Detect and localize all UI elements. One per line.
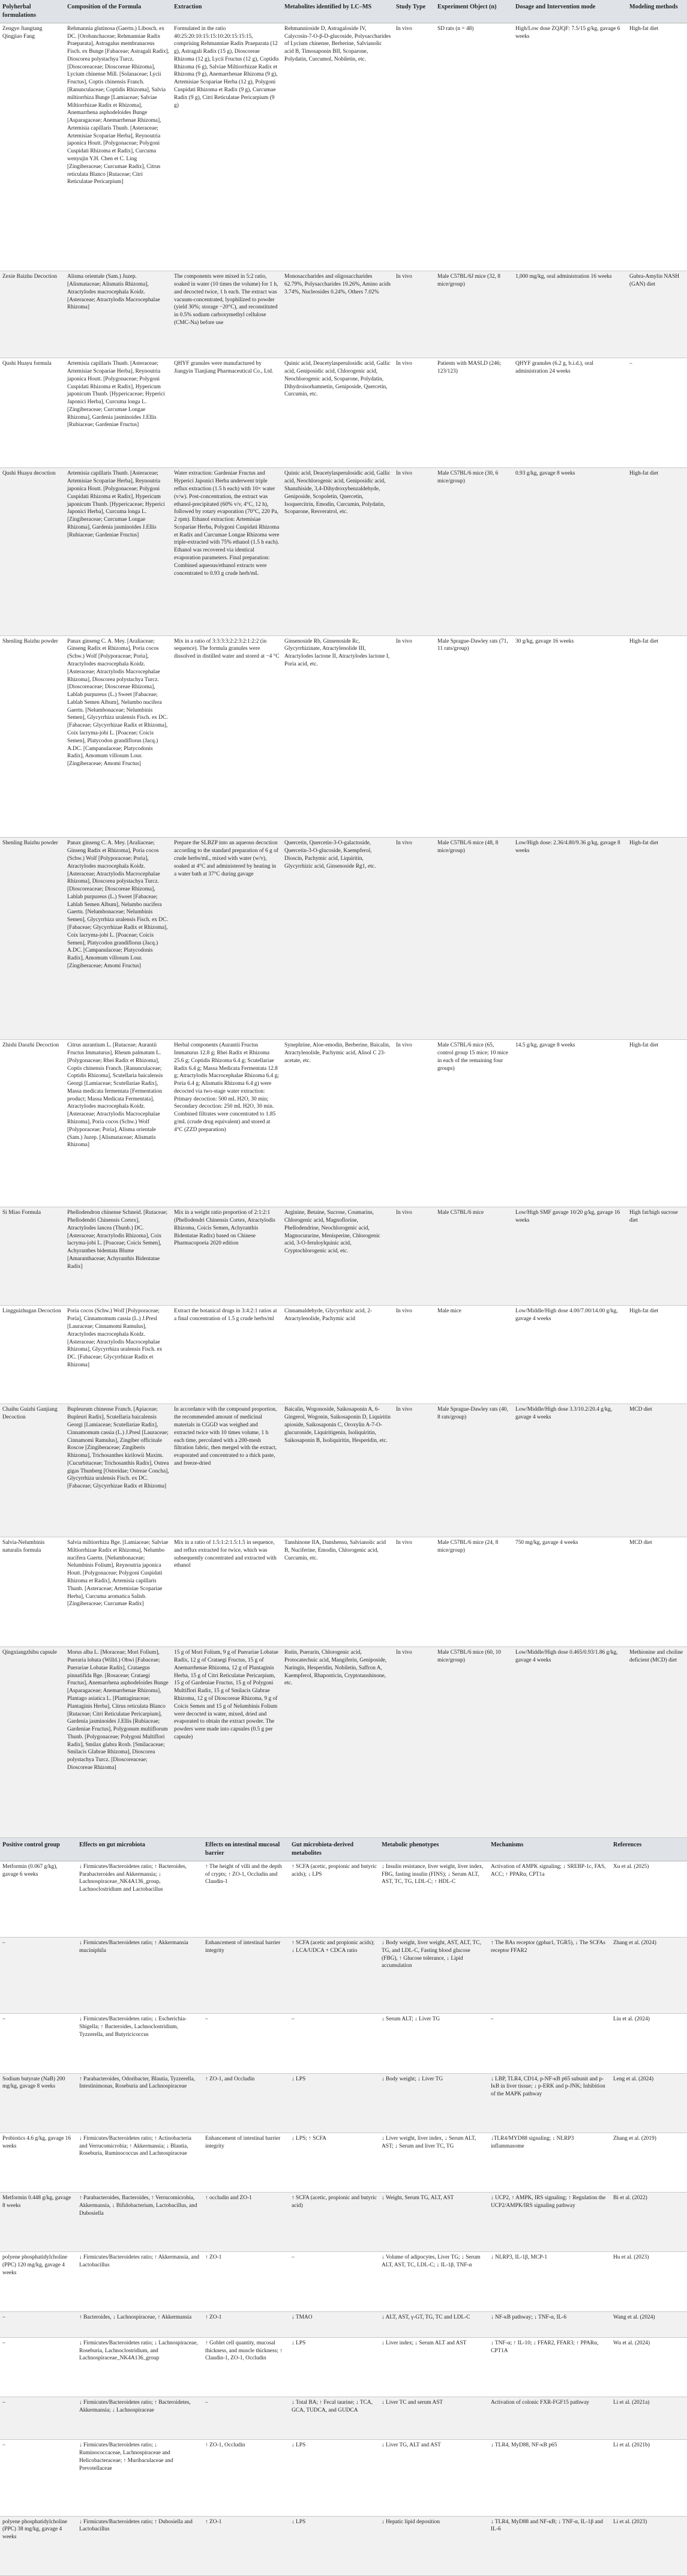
cell-extraction: Mix in a ratio of 3:3:3:3:2:2:3:2:1:2:2 (in sequence). The formula granules were dissolved in distilled water and stored at −4 °C	[172, 635, 282, 838]
table-row	[0, 1861, 687, 1937]
cell-gut-microbiota-derived-metabolites: ↓ TMAO	[289, 2311, 379, 2337]
cell-positive-control-group: polyene phosphatidylcholine (PPC) 38 mg/kg, gavage 4 weeks	[0, 2516, 77, 2575]
cell-gut-microbiota-derived-metabolites: –	[289, 2014, 379, 2073]
cell-extraction: QHYF granules were manufactured by Jiangyin Tianjiang Pharmaceutical Co., Ltd.	[172, 358, 282, 468]
cell-experiment-object-n: Male C57BL/6 mice (65, control group 15 mice; 10 mice in each of the remaining four groups)	[435, 1040, 513, 1207]
column-header-composition-of-the-formula: Composition of the Formula	[65, 0, 172, 23]
table-row	[0, 635, 687, 838]
table-row	[0, 838, 687, 1040]
table-row	[0, 1040, 687, 1207]
cell-effects-on-gut-microbiota: ↓ Firmicutes/Bacteroidetes ratio; ↑ Akkermansia, and Lactobacillus	[77, 2252, 203, 2311]
cell-effects-on-gut-microbiota: ↓ Firmicutes/Bacteroidetes ratio; ↑ Dubosiella and Lactobacillus	[77, 2516, 203, 2575]
cell-gut-microbiota-derived-metabolites: –	[289, 2252, 379, 2311]
cell-effects-on-intestinal-mucosal-barrier: ↑ occludin and ZO-1	[203, 2193, 289, 2252]
cell-mechanisms: –	[488, 2014, 611, 2073]
cell-positive-control-group: –	[0, 2311, 77, 2337]
cell-polyherbal-formulations: Zexie Baizhu Decoction	[0, 271, 65, 358]
cell-metabolites-identified-by-lc-ms: Baicalin, Wogonoside, Saikosaponin A, 6-Gingerol, Wogonin, Saikosaponin D, Liquiritin apioside, Saikosaponin C, Oroxylin A-7-O-glucuronide, Liquiritigenin, Isoliquiritin, Saikosaponin B, Isoliquiritin, Hesperidin, etc.	[282, 1404, 394, 1537]
cell-mechanisms: ↓ LBP, TLR4, CD14, p-NF-κB p65 subunit and p-IκB in liver tissue; ↓ p-ERK and p-JNK; Inhibition of the MAPK pathway	[488, 2073, 611, 2133]
cell-effects-on-gut-microbiota: ↓ Firmicutes/Bacteroidetes ratio; ↑ Bacteroidetes, Akkermansia; ↓ Lachnospiraceae	[77, 2397, 203, 2440]
cell-extraction: Mix in a ratio of 1.5:1:2:1.5:1.5 in sequence, and reflux extracted for twice, which was subsequently concentrated and extracted with ethanol	[172, 1537, 282, 1647]
cell-modeling-methods: High-fat diet	[627, 1306, 687, 1404]
cell-effects-on-intestinal-mucosal-barrier: ↑ ZO-1	[203, 2311, 289, 2337]
cell-modeling-methods: MCD diet	[627, 1404, 687, 1537]
cell-effects-on-gut-microbiota: ↓ Firmicutes/Bacteroidetes ratio; ↓ Ruminococcaceae, Lachnospiraceae and Helicobacteraceae; ↑ Muribaculaceae and Prevotellaceae	[77, 2440, 203, 2516]
cell-modeling-methods: High fat/high sucrose diet	[627, 1207, 687, 1306]
cell-references: Leng et al. (2024)	[611, 2073, 687, 2133]
cell-dosage-and-intervention-mode: Low/High dose: 2.36/4.80/9.36 g/kg, gavage 8 weeks	[513, 838, 627, 1040]
cell-positive-control-group: –	[0, 1938, 77, 2014]
cell-metabolites-identified-by-lc-ms: Rutin, Puerarin, Chlorogenic acid, Protocatechuic acid, Mangiferin, Geniposide, Naringin, Hesperidin, Nobiletin, Saffron A, Kaempferol, Rhaponticin, Cryptotanshinone, etc.	[282, 1647, 394, 1838]
cell-references: Wu et al. (2024)	[611, 2337, 687, 2397]
cell-positive-control-group: Sodium butyrate (NaB) 200 mg/kg, gavage 8 weeks	[0, 2073, 77, 2133]
cell-polyherbal-formulations: Chaihu Guizhi Ganjiang Decoction	[0, 1404, 65, 1537]
cell-metabolites-identified-by-lc-ms: Synephrine, Aloe-emodin, Berberine, Baicalin, Atractylenolide, Pachymic acid, Alisol C 23-acetate, etc.	[282, 1040, 394, 1207]
cell-dosage-and-intervention-mode: 0.93 g/kg, gavage 8 weeks	[513, 468, 627, 635]
cell-references: Wang et al. (2024)	[611, 2311, 687, 2337]
table-row	[0, 358, 687, 468]
cell-effects-on-gut-microbiota: ↓ Firmicutes/Bacteroidetes ratio; ↑ Actinobacteria and Verrucomicrobia; ↑ Akkermansia; ↓ Blautia, Roseburia, Ruminococcus and Lachnospiraceae	[77, 2133, 203, 2192]
cell-composition-of-the-formula: Panax ginseng C. A. Mey. [Araliaceae; Ginseng Radix et Rhizoma], Poria cocos (Schw.) Wolf [Polyporaceae; Poria], Atractylodes macrocephala Koidz. [Asteraceae; Atractylodis Macrocephalae Rhizoma], Dioscorea polystachya Turcz. [Dioscoreaceae; Dioscoreae Rhizoma], Lablab purpureus (L.) Sweet [Fabaceae; Lablab Semen Album], Nelumbo nucifera Gaertn. [Nelumbonaceae; Nelumbinis Semen], Glycyrrhiza uralensis Fisch. ex DC. [Fabaceae; Glycyrrhizae Radix et Rhizoma], Coix lacryma-jobi L. [Poaceae; Coicis Semen], Platycodon grandiflorus (Jacq.) A.DC. [Campanulaceae; Platycodonis Radix], Amomum villosum Lour. [Zingiberaceae; Amomi Fructus]	[65, 838, 172, 1040]
cell-metabolites-identified-by-lc-ms: Arginine, Betaine, Sucrose, Coumarins, Chlorogenic acid, Magnoflorine, Phellodendrine, Neochlorogenic acid, Magnocurarine, Menisperine, Chlorogenic acid, 3-O-feruloylquinic acid, Cryptochlorogenic acid, etc.	[282, 1207, 394, 1306]
cell-positive-control-group: –	[0, 2397, 77, 2440]
outcomes-table	[0, 1838, 687, 2576]
cell-study-type: In vivo	[394, 1207, 435, 1306]
cell-gut-microbiota-derived-metabolites: ↓ LPS; ↑ SCFA	[289, 2133, 379, 2192]
cell-mechanisms: Activation of colonic FXR-FGF15 pathway	[488, 2397, 611, 2440]
cell-composition-of-the-formula: Salvia miltiorrhiza Bge. [Lamiaceae; Salviae Miltiorrhizae Radix et Rhizoma], Nelumbo nucifera Gaertn. [Nelumbonaceae; Nelumbinis Folium], Reynoutria japonica Houtt. [Polygonaceae; Polygoni Cuspidati Rhizoma et Radix], Artemisia capillaris Thunb. [Asteraceae; Artemisiae Scopariae Herba], Curcuma aromatica Salisb. [Zingiberaceae; Curcumae Radix]	[65, 1537, 172, 1647]
cell-polyherbal-formulations: Shenling Baizhu powder	[0, 838, 65, 1040]
cell-references: Xu et al. (2025)	[611, 1861, 687, 1937]
cell-experiment-object-n: SD rats (n = 48)	[435, 23, 513, 271]
cell-gut-microbiota-derived-metabolites: ↓ LPS	[289, 2337, 379, 2397]
table-row	[0, 2440, 687, 2516]
cell-modeling-methods: High-fat diet	[627, 838, 687, 1040]
cell-composition-of-the-formula: Citrus aurantium L. [Rutaceae; Aurantii Fructus Immaturus], Rheum palmatum L. [Polygonaceae; Rhei Radix et Rhizoma], Coptis chinensis Franch. [Ranunculaceae; Coptidis Rhizoma], Scutellaria baicalensis Georgi [Lamiaceae; Scutellariae Radix], Massa medicata fermentata [Fermentation product; Massa Medicata Fermentata], Atractylodes macrocephala Koidz. [Asteraceae; Atractylodis Macrocephalae Rhizoma], Poria cocos (Schw.) Wolf [Polyporaceae; Poria], Alisma orientale (Sam.) Juzep. [Alismataceae; Alismatis Rhizoma]	[65, 1040, 172, 1207]
cell-modeling-methods: High-fat diet	[627, 23, 687, 271]
cell-positive-control-group: –	[0, 2014, 77, 2073]
table-row	[0, 2133, 687, 2192]
cell-experiment-object-n: Male C57BL/6 mice (30, 6 mice/group)	[435, 468, 513, 635]
cell-positive-control-group: –	[0, 2337, 77, 2397]
column-header-gut-microbiota-derived-metabolites: Gut microbiota-derived metabolites	[289, 1838, 379, 1861]
cell-positive-control-group: Probiotics 4.6 g/kg, gavage 16 weeks	[0, 2133, 77, 2192]
table-row	[0, 1537, 687, 1647]
cell-gut-microbiota-derived-metabolites: ↑ SCFA (acetic and propionic acids); ↓ LCA/UDCA + CDCA ratio	[289, 1938, 379, 2014]
cell-study-type: In vivo	[394, 1404, 435, 1537]
cell-mechanisms: ↓ TLR4, MyD88, NF-κB p65	[488, 2440, 611, 2516]
cell-effects-on-gut-microbiota: ↓ Firmicutes/Bacteroidetes ratio; ↓ Escherichia-Shigella; ↑ Bacteroides, Lachnoclostridium, Tyzzerella, and Butyricicoccus	[77, 2014, 203, 2073]
cell-study-type: In vivo	[394, 468, 435, 635]
cell-metabolites-identified-by-lc-ms: Tanshinone IIA, Danshensu, Salvianolic acid B, Nuciferine, Emodin, Chlorogenic acid, Curcumin, etc.	[282, 1537, 394, 1647]
cell-metabolic-phenotypes: ↓ Liver index; ↓ Serum ALT and AST	[379, 2337, 488, 2397]
table-row	[0, 2397, 687, 2440]
table-row	[0, 2337, 687, 2397]
cell-metabolic-phenotypes: ↓ Volume of adipocytes, Liver TG; ↓ Serum ALT, AST, TC, LDL-C; ↓ IL-1β, TNF-α	[379, 2252, 488, 2311]
cell-dosage-and-intervention-mode: QHYF granules (6.2 g, b.i.d.), oral administration 24 weeks	[513, 358, 627, 468]
column-header-effects-on-intestinal-mucosal-barrier: Effects on intestinal mucosal barrier	[203, 1838, 289, 1861]
cell-study-type: In vivo	[394, 1647, 435, 1838]
cell-extraction: Prepare the SLBZP into an aqueous decoction according to the standard preparation of 6 g of crude herbs/mL, mixed with water (w/v), soaked at 4°C and administered by heating in a water bath at 37°C during gavage	[172, 838, 282, 1040]
cell-polyherbal-formulations: Qushi Huayu formula	[0, 358, 65, 468]
cell-metabolic-phenotypes: ↓ ALT, AST, γ-GT, TG, TC and LDL-C	[379, 2311, 488, 2337]
column-header-experiment-object-n: Experiment Object (n)	[435, 0, 513, 23]
table-row	[0, 2311, 687, 2337]
cell-study-type: In vivo	[394, 1040, 435, 1207]
cell-metabolic-phenotypes: ↓ Weight, Serum TG, ALT, AST	[379, 2193, 488, 2252]
cell-dosage-and-intervention-mode: 1,000 mg/kg, oral administration 16 weeks	[513, 271, 627, 358]
column-header-modeling-methods: Modeling methods	[627, 0, 687, 23]
cell-references: Li et al. (2023)	[611, 2516, 687, 2575]
cell-extraction: Mix in a weight ratio proportion of 2:1:2:1 (Phellodendri Chinensis Cortex, Atractylodis Rhizoma, Coicis Semen, Achyranthis Bidentatae Radix) based on Chinese Pharmacopoeia 2020 edition	[172, 1207, 282, 1306]
cell-composition-of-the-formula: Bupleurum chinense Franch. [Apiaceae; Bupleuri Radix], Scutellaria baicalensis Georgi [Lamiaceae; Scutellariae Radix], Cinnamomum cassia (L.) J.Presl [Lauraceae; Cinnamomi Ramulus], Zingiber officinale Roscoe [Zingiberaceae; Zingiberis Rhizoma], Trichosanthes kirilowii Maxim. [Cucurbitaceae; Trichosanthis Radix], Ostrea gigas Thunberg [Ostreidae; Ostreae Concha], Glycyrrhiza uralensis Fisch. ex DC. [Fabaceae; Glycyrrhizae Radix et Rhizoma]	[65, 1404, 172, 1537]
cell-extraction: Extract the botanical drugs in 3:4:2:1 ratios at a final concentration of 1.5 g crude herbs/ml	[172, 1306, 282, 1404]
cell-effects-on-gut-microbiota: ↑ Parabacteroides, Bacteroides, ↑ Verrucomicrobia, Akkermansia, ↓ Bifidobacterium, Lactobacillus, and Dubosiella	[77, 2193, 203, 2252]
cell-composition-of-the-formula: Panax ginseng C. A. Mey. [Araliaceae; Ginseng Radix et Rhizoma], Poria cocos (Schw.) Wolf [Polyporaceae; Poria], Atractylodes macrocephala Koidz. [Asteraceae; Atractylodis Macrocephalae Rhizoma], Dioscorea polystachya Turcz. [Dioscoreaceae; Dioscoreae Rhizoma], Lablab purpureus (L.) Sweet [Fabaceae; Lablab Semen Album], Nelumbo nucifera Gaertn. [Nelumbonaceae; Nelumbinis Semen], Glycyrrhiza uralensis Fisch. ex DC. [Fabaceae; Glycyrrhizae Radix et Rhizoma], Coix lacryma-jobi L. [Poaceae; Coicis Semen], Platycodon grandiflorus (Jacq.) A.DC. [Campanulaceae; Platycodonis Radix], Amomum villosum Lour. [Zingiberaceae; Amomi Fructus]	[65, 635, 172, 838]
cell-mechanisms: ↓ UCP2, ↑ AMPK, IRS signaling; ↑ Regulation the UCP2/AMPK/IRS signaling pathway	[488, 2193, 611, 2252]
cell-modeling-methods: High-fat diet	[627, 468, 687, 635]
cell-study-type: In vivo	[394, 358, 435, 468]
cell-gut-microbiota-derived-metabolites: ↓ LPS	[289, 2073, 379, 2133]
outcomes-table-header	[0, 1838, 687, 1861]
cell-mechanisms: ↓TLR4/MYD88 signaling; ↓ NLRP3 inflammasome	[488, 2133, 611, 2192]
table-row	[0, 2073, 687, 2133]
cell-polyherbal-formulations: Lingguizhugan Decoction	[0, 1306, 65, 1404]
column-header-polyherbal-formulations: Polyherbal formulations	[0, 0, 65, 23]
cell-effects-on-intestinal-mucosal-barrier: ↑ ZO-1	[203, 2516, 289, 2575]
cell-composition-of-the-formula: Artemisia capillaris Thunb. [Asteraceae; Artemisiae Scopariae Herba], Reynoutria japonica Houtt. [Polygonaceae; Polygoni Cuspidati Rhizoma et Radix], Hypericum japonicum Thunb. [Hypericaceae; Hyperici Japonici Herba], Curcuma longa L. [Zingiberaceae; Curcumae Longae Rhizoma], Gardenia jasminoides J.Ellis [Rubiaceae; Gardeniae Fructus]	[65, 468, 172, 635]
cell-composition-of-the-formula: Rehmannia glutinosa (Gaertn.) Libosch. ex DC. [Orobanchaceae; Rehmanniae Radix Praeparata], Astragalus membranaceus Fisch. ex Bunge [Fabaceae; Astragali Radix], Dioscorea polystachya Turcz. [Dioscoreaceae; Dioscoreae Rhizoma], Lycium chinense Mill. [Solanaceae; Lycii Fructus], Coptis chinensis Franch. [Ranunculaceae; Coptidis Rhizoma], Salvia miltiorrhiza Bunge [Lamiaceae; Salviae Miltiorrhizae Radix et Rhizoma], Anemarrhena asphodeloides Bunge [Asparagaceae; Anemarrhenae Rhizoma], Artemisia capillaris Thunb. [Asteraceae; Artemisiae Scopariae Herba], Reynoutria japonica Houtt. [Polygonaceae; Polygoni Cuspidati Rhizoma et Radix], Curcuma wenyujin Y.H. Chen et C. Ling [Zingiberaceae; Curcumae Radix], Citrus reticulata Blanco [Rutaceae; Citri Reticulatae Pericarpium]	[65, 23, 172, 271]
cell-composition-of-the-formula: Alisma orientale (Sam.) Juzep. [Alismataceae; Alismatis Rhizoma], Atractylodes macrocephala Koidz. [Asteraceae; Atractylodis Macrocephalae Rhizoma]	[65, 271, 172, 358]
cell-experiment-object-n: Male Sprague-Dawley rats (71, 11 rats/group)	[435, 635, 513, 838]
cell-references: Zhang et al. (2024)	[611, 1938, 687, 2014]
cell-experiment-object-n: Male C57BL/6J mice (32, 8 mice/group)	[435, 271, 513, 358]
cell-references: Li et al. (2021a)	[611, 2397, 687, 2440]
cell-experiment-object-n: Male C57BL/6 mice (60, 10 mice/group)	[435, 1647, 513, 1838]
cell-effects-on-intestinal-mucosal-barrier: –	[203, 2397, 289, 2440]
cell-effects-on-gut-microbiota: ↓ Firmicutes/Bacteroidetes ratio; ↑ Akkermansia muciniphila	[77, 1938, 203, 2014]
column-header-extraction: Extraction	[172, 0, 282, 23]
cell-effects-on-intestinal-mucosal-barrier: ↑ Goblet cell quantity, mucosal thickness, and muscle thickness; ↑ Claudin-1, ZO-1, Occludin	[203, 2337, 289, 2397]
cell-mechanisms: ↑ The BAs receptor (gpbar1, TGR5), ↓ The SCFAs receptor FFAR2	[488, 1938, 611, 2014]
cell-effects-on-intestinal-mucosal-barrier: Enhancement of intestinal barrier integrity	[203, 2133, 289, 2192]
cell-effects-on-gut-microbiota: ↑ Bacteroides, ↓ Lachnospiraceae, ↑ Akkermansia	[77, 2311, 203, 2337]
cell-positive-control-group: –	[0, 2440, 77, 2516]
cell-metabolic-phenotypes: ↓ Liver TG, ALT and AST	[379, 2440, 488, 2516]
table-row	[0, 2252, 687, 2311]
cell-gut-microbiota-derived-metabolites: ↓ LPS	[289, 2440, 379, 2516]
cell-references: Li et al. (2021b)	[611, 2440, 687, 2516]
cell-study-type: In vivo	[394, 635, 435, 838]
cell-metabolic-phenotypes: ↓ Body weight, liver weight, AST, ALT, TC, TG, and LDL-C, Fasting blood glucose (FBG), ↑ Glucose tolerance, ↓ Lipid accumulation	[379, 1938, 488, 2014]
column-header-positive-control-group: Positive control group	[0, 1838, 77, 1861]
cell-positive-control-group: Metformin 0.448 g/kg, gavage 8 weeks	[0, 2193, 77, 2252]
cell-composition-of-the-formula: Phellodendron chinense Schneid. [Rutaceae; Phellodendri Chinensis Cortex], Atractylodes lancea (Thunb.) DC. [Asteraceae; Atractylodis Rhizoma], Coix lacryma-jobi L. [Poaceae; Coicis Semen], Achyranthes bidentata Blume [Amaranthaceae; Achyranthis Bidentatae Radix]	[65, 1207, 172, 1306]
cell-modeling-methods: –	[627, 358, 687, 468]
cell-references: Liu et al. (2024)	[611, 2014, 687, 2073]
cell-dosage-and-intervention-mode: Low/High SMF gavage 10/20 g/kg, gavage 16 weeks	[513, 1207, 627, 1306]
cell-study-type: In vivo	[394, 23, 435, 271]
cell-metabolites-identified-by-lc-ms: Rehmannioside D, Astragaloside IV, Calycosin-7-O-β-D-glucoside, Polysaccharides of Lycium chinense, Berberine, Salvianolic acid B, Timosaponin BII, Scoparone, Polydatin, Curcumol, Nobiletin, etc.	[282, 23, 394, 271]
cell-metabolic-phenotypes: ↓ Insulin resistance, liver weight, liver index, FBG, fasting insulin (FINS); ↓ Serum ALT, AST, TC, TG, LDL-C; ↑ HDL-C	[379, 1861, 488, 1937]
cell-extraction: In accordance with the compound proportion, the recommended amount of medicinal materials in CGGD was weighed and extracted twice with 10 times volume, 1 h each time, percolated with a 200-mesh filtration fabric, then merged with the extract, evaporated and concentrated to a thick paste, and freeze-dried	[172, 1404, 282, 1537]
cell-gut-microbiota-derived-metabolites: ↑ SCFA (acetic, propionic and butyric acid)	[289, 2193, 379, 2252]
cell-composition-of-the-formula: Artemisia capillaris Thunb. [Asteraceae; Artemisiae Scopariae Herba], Reynoutria japonica Houtt. [Polygonaceae; Polygoni Cuspidati Rhizoma et Radix], Hypericum japonicum Thunb. [Hypericaceae; Hyperici Japonici Herba], Curcuma longa L. [Zingiberaceae; Curcumae Longae Rhizoma], Gardenia jasminoides J.Ellis [Rubiaceae; Gardeniae Fructus]	[65, 358, 172, 468]
cell-metabolic-phenotypes: ↓ Hepatic lipid deposition	[379, 2516, 488, 2575]
cell-metabolites-identified-by-lc-ms: Ginsenoside Rb, Ginsenoside Rc, Glycyrrhizinate, Atractylenolide III, Atractylodes lactone II, Atractylodes lactone I, Poria acid, etc.	[282, 635, 394, 838]
cell-composition-of-the-formula: Morus alba L. [Moraceae; Mori Folium], Pueraria lobata (Willd.) Ohwi [Fabaceae; Puerariae Lobatae Radix], Crataegus pinnatifida Bge. [Rosaceae; Crataegi Fructus], Anemarrhena asphodeloides Bunge [Asparagaceae; Anemarrhenae Rhizoma], Plantago asiatica L. [Plantaginaceae; Plantaginis Herba], Citrus reticulata Blanco [Rutaceae; Citri Reticulatae Pericarpium], Gardenia jasminoides J.Ellis [Rubiaceae; Gardeniae Fructus], Polygonum multiflorum Thunb. [Polygonaceae; Polygoni Multiflori Radix], Smilax glabra Roxb. [Smilacaceae; Smilacis Glabrae Rhizoma], Dioscorea polystachya Turcz. [Dioscoreaceae; Dioscoreae Rhizoma]	[65, 1647, 172, 1838]
table-row	[0, 1938, 687, 2014]
cell-experiment-object-n: Male Sprague-Dawley rats (40, 8 rats/group)	[435, 1404, 513, 1537]
cell-effects-on-intestinal-mucosal-barrier: ↑ ZO-1, and Occludin	[203, 2073, 289, 2133]
cell-references: Zhang et al. (2019)	[611, 2133, 687, 2192]
composition-table-header	[0, 0, 687, 23]
table-row	[0, 468, 687, 635]
table-row	[0, 2014, 687, 2073]
cell-effects-on-gut-microbiota: ↓ Firmicutes/Bacteroidetes ratio; ↑ Bacteroides, Parabacteroides and Akkermansia; ↓ Lachnospiraceae_NK4A136_group, Lachnoclostridium and Lactobacillus	[77, 1861, 203, 1937]
cell-mechanisms: ↓ TLR4, MyD88 and NF-κB; ↓ TNF-α, IL-1β and IL-6	[488, 2516, 611, 2575]
table-row	[0, 1207, 687, 1306]
cell-dosage-and-intervention-mode: 30 g/kg, gavage 16 weeks	[513, 635, 627, 838]
cell-metabolites-identified-by-lc-ms: Quercetin, Quercetin-3-O-galactoside, Quercetin-3-O-glucoside, Kaempferol, Dioscin, Pachymic acid, Liquiritin, Glycyrrhizic acid, Ginsenoside Rg1, etc.	[282, 838, 394, 1040]
column-header-effects-on-gut-microbiota: Effects on gut microbiota	[77, 1838, 203, 1861]
cell-experiment-object-n: Male C57BL/6 mice (24, 8 mice/group)	[435, 1537, 513, 1647]
cell-gut-microbiota-derived-metabolites: ↑ SCFA (acetic, propionic and butyric acids); ↓ LPS	[289, 1861, 379, 1937]
table-row	[0, 2193, 687, 2252]
column-header-metabolites-identified-by-lc-ms: Metabolites identified by LC–MS	[282, 0, 394, 23]
cell-polyherbal-formulations: Qushi Huayu decoction	[0, 468, 65, 635]
cell-effects-on-intestinal-mucosal-barrier: ↑ ZO-1	[203, 2252, 289, 2311]
cell-mechanisms: ↓ TNF-α; ↑ IL-10; ↓ FFAR2, FFAR3; ↑ PPARα, CPT1A	[488, 2337, 611, 2397]
cell-mechanisms: ↓ NF-κB pathway; ↓ TNF-α, IL-6	[488, 2311, 611, 2337]
cell-polyherbal-formulations: Si Miao Formula	[0, 1207, 65, 1306]
cell-polyherbal-formulations: Zhishi Daozhi Decoction	[0, 1040, 65, 1207]
cell-study-type: In vivo	[394, 838, 435, 1040]
cell-study-type: In vivo	[394, 1306, 435, 1404]
cell-dosage-and-intervention-mode: High/Low dose ZQJQF: 7.5/15 g/kg, gavage 6 weeks	[513, 23, 627, 271]
cell-dosage-and-intervention-mode: Low/Middle/High dose 0.465/0.93/1.86 g/kg, gavage 4 weeks	[513, 1647, 627, 1838]
cell-extraction: 15 g of Mori Folium, 9 g of Puerariae Lobatae Radix, 12 g of Crataegi Fructus, 15 g of Anemarrhenae Rhizoma, 12 g of Plantaginis Herba, 15 g of Citri Reticulatae Pericarpium, 15 g of Gardeniae Fructus, 15 g of Polygoni Multiflori Radix, 15 g of Smilacis Glabrae Rhizoma, 12 g of Dioscoreae Rhizoma, 9 g of Coicis Semen and 15 g of Nelumbinis Folium were decocted in water, mixed, dried and evaporated to obtain the extract powder. The powders were made into capsules (0.5 g per capsule)	[172, 1647, 282, 1838]
cell-polyherbal-formulations: Salvia-Nelumbinis naturalis formula	[0, 1537, 65, 1647]
cell-polyherbal-formulations: Shenling Baizhu powder	[0, 635, 65, 838]
cell-positive-control-group: polyene phosphatidylcholine (PPC) 120 mg/kg, gavage 4 weeks	[0, 2252, 77, 2311]
cell-dosage-and-intervention-mode: Low/Middle/High dose 4.00/7.00/14.00 g/kg, gavage 4 weeks	[513, 1306, 627, 1404]
table-row	[0, 1404, 687, 1537]
cell-dosage-and-intervention-mode: 14.5 g/kg, gavage 8 weeks	[513, 1040, 627, 1207]
column-header-dosage-and-intervention-mode: Dosage and Intervention mode	[513, 0, 627, 23]
cell-effects-on-intestinal-mucosal-barrier: Enhancement of intestinal barrier integrity	[203, 1938, 289, 2014]
table-row	[0, 1306, 687, 1404]
cell-effects-on-intestinal-mucosal-barrier: ↑ ZO-1, Occludin	[203, 2440, 289, 2516]
cell-metabolites-identified-by-lc-ms: Cinnamaldehyde, Glycyrrhizic acid, 2-Atractylenolide, Pachymic acid	[282, 1306, 394, 1404]
cell-modeling-methods: MCD diet	[627, 1537, 687, 1647]
table-row	[0, 2516, 687, 2575]
cell-modeling-methods: Gubra-Amylin NASH (GAN) diet	[627, 271, 687, 358]
cell-study-type: In vivo	[394, 1537, 435, 1647]
cell-mechanisms: ↓ NLRP3, IL-1β, MCP-1	[488, 2252, 611, 2311]
cell-modeling-methods: High-fat diet	[627, 635, 687, 838]
column-header-metabolic-phenotypes: Metabolic phenotypes	[379, 1838, 488, 1861]
cell-experiment-object-n: Male C57BL/6 mice (48, 8 mice/group)	[435, 838, 513, 1040]
cell-metabolites-identified-by-lc-ms: Quinic acid, Deacetylasperulosidic acid, Gallic acid, Neochlorogenic acid, Geniposidic acid, Shanzhiside, 3,4-Dihydroxybenzaldehyde, Geniposide, Scopoletin, Quercetin, Isoquercitrin, Emodin, Curcumin, Polydatin, Scoparone, Resveratrol, etc.	[282, 468, 394, 635]
cell-references: Hu et al. (2023)	[611, 2252, 687, 2311]
cell-modeling-methods: High-fat diet	[627, 1040, 687, 1207]
cell-modeling-methods: Methionine and choline deficient (MCD) diet	[627, 1647, 687, 1838]
table-row	[0, 1647, 687, 1838]
cell-metabolites-identified-by-lc-ms: Quinic acid, Deacetylasperulosidic acid, Gallic acid, Geniposidic acid, Chlorogenic acid, Neochlorogenic acid, Scoparone, Polydatin, Dihydroisorhamnetin, Geniposide, Quercetin, Curcumin, etc.	[282, 358, 394, 468]
table-row	[0, 23, 687, 271]
cell-metabolites-identified-by-lc-ms: Monosaccharides and oligosaccharides 62.79%, Polysaccharides 19.26%, Amino acids 3.74%, Nucleosides 0.24%, Others 7.02%	[282, 271, 394, 358]
cell-positive-control-group: Metformin (0.067 g/kg), gavage 6 weeks	[0, 1861, 77, 1937]
cell-extraction: Formulated in the ratio 40:25:20:10:15:15:10:20:15:15:15, comprising Rehmanniae Radix Praeparata (12 g), Astragali Radix (15 g), Dioscoreae Rhizoma (12 g), Lycii Fructus (12 g), Coptidis Rhizoma (6 g), Salviae Miltiorrhizae Radix et Rhizoma (9 g), Anemarrhenae Rhizoma (9 g), Artemisiae Scopariae Herba (12 g), Polygoni Cuspidati Rhizoma et Radix (9 g), Curcumae Radix (9 g), Citri Reticulatae Pericarpium (9 g)	[172, 23, 282, 271]
cell-gut-microbiota-derived-metabolites: ↓ LPS	[289, 2516, 379, 2575]
column-header-references: References	[611, 1838, 687, 1861]
cell-references: Bi et al. (2022)	[611, 2193, 687, 2252]
cell-effects-on-gut-microbiota: ↑ Parabacteroides, Odoribacter, Blautia, Tyzzerella, Intestinimonas, Roseburia and Lachnospiraceae	[77, 2073, 203, 2133]
cell-polyherbal-formulations: Zengye Jiangtang Qingjiao Fang	[0, 23, 65, 271]
cell-polyherbal-formulations: Qingxiangzhibu capsule	[0, 1647, 65, 1838]
cell-extraction: The components were mixed in 5:2 ratio, soaked in water (10 times the volume) for 1 h, and decocted twice, 1 h each. The extract was vacuum-concentrated, lyophilized to powder (yield 30%; storage −20°C), and reconstituted in 0.5% sodium carboxymethyl cellulose (CMC-Na) before use	[172, 271, 282, 358]
cell-experiment-object-n: Male C57BL/6 mice	[435, 1207, 513, 1306]
cell-effects-on-intestinal-mucosal-barrier: –	[203, 2014, 289, 2073]
cell-extraction: Water extraction: Gardeniae Fructus and Hyperici Japonici Herba underwent triple reflux extraction (1.5 h each) with 10× water (v/w). Post-concentration, the extract was ethanol-precipitated (60% v/v, 4°C, 12 h), followed by rotary evaporation (70°C, 220 Pa, 2 rpm). Ethanol extraction: Artemisiae Scopariae Herba, Polygoni Cuspidati Rhizoma et Radix and Curcumae Longae Rhizoma were triple-extracted with 75% ethanol (1.5 h each). Ethanol was recovered via identical evaporation parameters. Final preparation: Combined aqueous/ethanol extracts were concentrated to 0.93 g crude herb/mL	[172, 468, 282, 635]
cell-metabolic-phenotypes: ↓ Liver TC and serum AST	[379, 2397, 488, 2440]
table-row	[0, 271, 687, 358]
cell-experiment-object-n: Patients with MASLD (246; 123/123)	[435, 358, 513, 468]
column-header-mechanisms: Mechanisms	[488, 1838, 611, 1861]
cell-gut-microbiota-derived-metabolites: ↓ Total BA; ↑ Fecal taurine; ↓ TCA, GCA, TUDCA, and GUDCA	[289, 2397, 379, 2440]
cell-metabolic-phenotypes: ↓ Body weight; ↓ Liver TG	[379, 2073, 488, 2133]
cell-effects-on-intestinal-mucosal-barrier: ↑ The height of villi and the depth of crypts; ↑ ZO-1, Occludin and Claudin-1	[203, 1861, 289, 1937]
cell-effects-on-gut-microbiota: ↓ Firmicutes/Bacteroidetes ratio; ↓ Lachnospiraceae, Roseburia, Lachnoclostridium, and Lachnospiraceae_NK4A136_group	[77, 2337, 203, 2397]
cell-dosage-and-intervention-mode: 750 mg/kg, gavage 4 weeks	[513, 1537, 627, 1647]
cell-composition-of-the-formula: Poria cocos (Schw.) Wolf [Polyporaceae; Poria], Cinnamomum cassia (L.) J.Presl [Lauraceae; Cinnamomi Ramulus], Atractylodes macrocephala Koidz. [Asteraceae; Atractylodis Macrocephalae Rhizoma], Glycyrrhiza uralensis Fisch. ex DC. [Fabaceae; Glycyrrhizae Radix et Rhizoma]	[65, 1306, 172, 1404]
cell-study-type: In vivo	[394, 271, 435, 358]
cell-metabolic-phenotypes: ↓ Liver weight, liver index, ↓ Serum ALT, AST; ↓ Serum and liver TC, TG	[379, 2133, 488, 2192]
cell-dosage-and-intervention-mode: Low/Middle/High dose 3.3/10.2/20.4 g/kg, gavage 4 weeks	[513, 1404, 627, 1537]
cell-extraction: Herbal components (Aurantii Fructus Immaturus 12.8 g; Rhei Radix et Rhizoma 25.6 g; Coptidis Rhizoma 6.4 g; Scutellariae Radix 6.4 g; Massa Medicata Fermentata 12.8 g; Atractylodis Macrocephalae Rhizoma 6.4 g; Poria 6.4 g; Alismatis Rhizoma 6.4 g) were decocted via two-stage water extraction: Primary decoction: 500 mL H2O, 30 min; Secondary decoction: 250 mL H2O, 30 min. Combined filtrates were concentrated to 1.85 g/mL (crude drug equivalent) and stored at 4°C (ZZD preparation)	[172, 1040, 282, 1207]
cell-experiment-object-n: Male mice	[435, 1306, 513, 1404]
column-header-study-type: Study Type	[394, 0, 435, 23]
cell-metabolic-phenotypes: ↓ Serum ALT; ↓ Liver TG	[379, 2014, 488, 2073]
cell-mechanisms: Activation of AMPK signaling; ↓ SREBP-1c, FAS, ACC; ↑ PPARα, CPT1a	[488, 1861, 611, 1937]
